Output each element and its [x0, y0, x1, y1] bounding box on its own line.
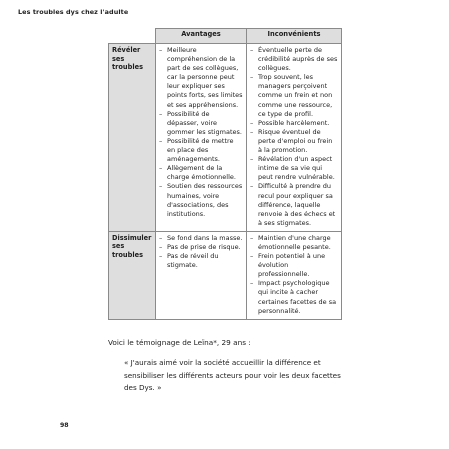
cell-reveler-inconvenients — [247, 44, 342, 232]
list-item: – Soutien des ressources humaines, voire d'associations, des institutions. — [159, 182, 243, 218]
list-item: – Pas de réveil du stigmate. — [159, 252, 243, 270]
testimony-quote: « J'aurais aimé voir la société accueillir la différence et sensibiliser les différents acteurs pour voir les deux facettes des Dys. » — [124, 358, 341, 393]
testimony-intro: Voici le témoignage de Leïna*, 29 ans : — [108, 338, 251, 347]
list-item: – Possible harcèlement. — [250, 119, 338, 128]
row-header-reveler: Révéler ses troubles — [109, 44, 156, 232]
table-row-reveler — [109, 44, 342, 232]
list-item: – Pas de prise de risque. — [159, 243, 243, 252]
cell-dissimuler-inconvenients — [247, 231, 342, 319]
list-item: – Trop souvent, les managers perçoivent comme un frein et non comme une ressource, ce type de profil. — [250, 73, 338, 118]
list-item: – Frein potentiel à une évolution professionnelle. — [250, 252, 338, 279]
column-header-avantages: Avantages — [156, 29, 247, 44]
comparison-table — [108, 28, 342, 320]
cell-reveler-avantages — [156, 44, 247, 232]
column-header-inconvenients: Inconvénients — [247, 29, 342, 44]
list-item: – Impact psychologique qui incite à cacher certaines facettes de sa personnalité. — [250, 279, 338, 315]
table-corner-cell — [109, 29, 156, 44]
list-item: – Risque éventuel de perte d'emploi ou frein à la promotion. — [250, 128, 338, 155]
list-item: – Éventuelle perte de crédibilité auprès de ses collègues. — [250, 46, 338, 73]
page-number: 98 — [60, 422, 69, 429]
list-item: – Révélation d'un aspect intime de sa vie qui peut rendre vulnérable. — [250, 155, 338, 182]
list-item: – Possibilité de dépasser, voire gommer les stigmates. — [159, 110, 243, 137]
running-head: Les troubles dys chez l'adulte — [18, 8, 129, 16]
table-header-row — [109, 29, 342, 44]
list-item: – Difficulté à prendre du recul pour expliquer sa différence, laquelle renvoie à des échecs et à ses stigmates. — [250, 182, 338, 227]
cell-dissimuler-avantages — [156, 231, 247, 319]
list-item: – Se fond dans la masse. — [159, 234, 243, 243]
table-row-dissimuler — [109, 231, 342, 319]
list-item: – Maintien d'une charge émotionnelle pesante. — [250, 234, 338, 252]
row-header-dissimuler: Dissimuler ses troubles — [109, 231, 156, 319]
list-item: – Possibilité de mettre en place des aménagements. — [159, 137, 243, 164]
list-item: – Allègement de la charge émotionnelle. — [159, 164, 243, 182]
list-item: – Meilleure compréhension de la part de ses collègues, car la personne peut leur expliquer ses points forts, ses limites et ses appréhensions. — [159, 46, 243, 110]
